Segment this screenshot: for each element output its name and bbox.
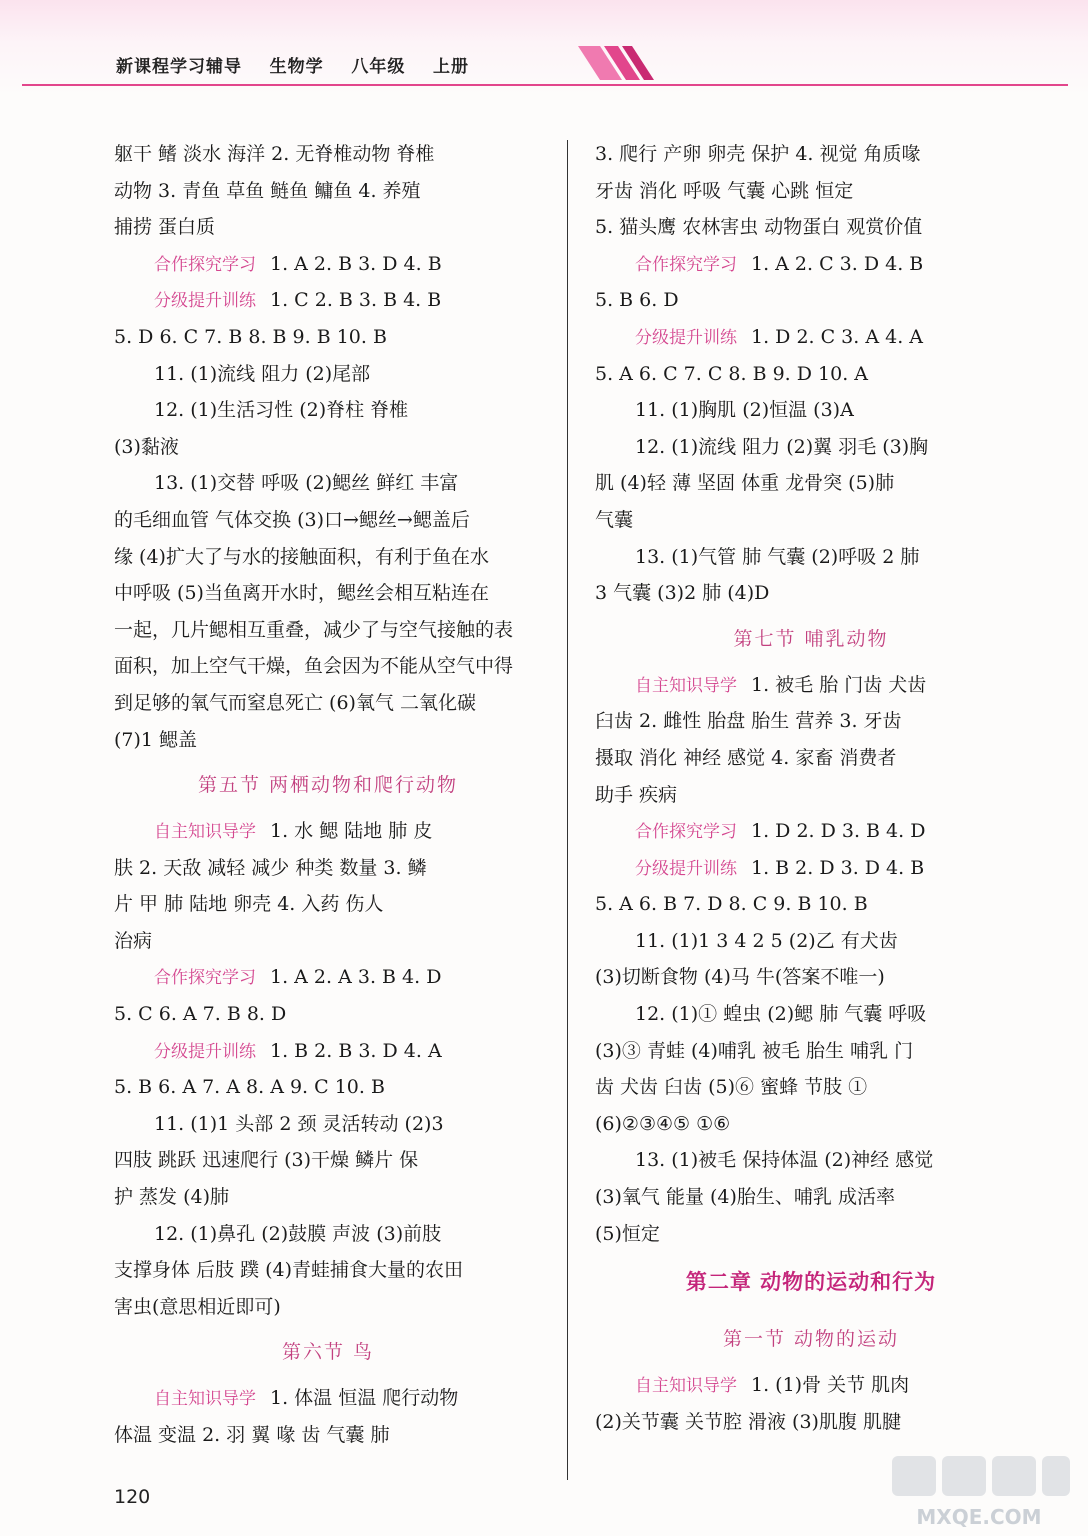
- right-column: [595, 136, 1027, 1440]
- exercise-label: 分级提升训练: [154, 1041, 256, 1062]
- section-heading: 第一节 动物的运动: [722, 1328, 900, 1351]
- section-heading: 第七节 哺乳动物: [733, 627, 889, 650]
- answer-text: 1. B 2. B 3. D 4. A: [270, 1039, 442, 1062]
- watermark-logo: [884, 1452, 1074, 1532]
- exercise-label: 自主知识导学: [154, 1389, 256, 1410]
- answer-text: 1. A 2. C 3. D 4. B: [751, 252, 924, 275]
- answer-line: 四肢 跳跃 迅速爬行 (3)干燥 鳞片 保: [114, 1149, 419, 1172]
- answer-line: (3)③ 青蛙 (4)哺乳 被毛 胎生 哺乳 门: [595, 1039, 914, 1062]
- exercise-label: 自主知识导学: [635, 675, 737, 696]
- answer-text: 1. A 2. A 3. B 4. D: [270, 966, 442, 989]
- answer-line: 12. (1)鼻孔 (2)鼓膜 声波 (3)前肢: [154, 1222, 442, 1245]
- left-column: [114, 136, 542, 1454]
- answer-line: 一起，几片鳃相互重叠，减少了与空气接触的表: [114, 618, 514, 641]
- exercise-label: 合作探究学习: [635, 822, 737, 843]
- answer-line: 12. (1)生活习性 (2)脊柱 脊椎: [154, 399, 409, 422]
- answer-line: (2)关节囊 关节腔 滑液 (3)肌腹 肌腱: [595, 1410, 901, 1433]
- exercise-label: 分级提升训练: [154, 291, 256, 312]
- answer-line: [595, 850, 1027, 887]
- answer-line: [595, 1367, 1027, 1404]
- answer-line: 肤 2. 天敌 减轻 减少 种类 数量 3. 鳞: [114, 856, 427, 879]
- answer-line: 11. (1)胸肌 (2)恒温 (3)A: [635, 399, 854, 422]
- exercise-label: 自主知识导学: [635, 1376, 737, 1397]
- answer-text: 1. 体温 恒温 爬行动物: [270, 1387, 459, 1410]
- answer-line: [114, 959, 542, 996]
- answer-line: 气囊: [595, 508, 634, 531]
- answer-line: 捕捞 蛋白质: [114, 216, 216, 239]
- exercise-label: 分级提升训练: [635, 327, 737, 348]
- answer-line: 3 气囊 (3)2 肺 (4)D: [595, 582, 770, 605]
- answer-line: 12. (1)流线 阻力 (2)翼 羽毛 (3)胸: [635, 435, 929, 458]
- answer-line: (7)1 鳃盖: [114, 728, 198, 751]
- answer-text: 1. C 2. B 3. B 4. B: [270, 289, 442, 312]
- answer-line: 5. B 6. A 7. A 8. A 9. C 10. B: [114, 1076, 385, 1099]
- answer-line: 中呼吸 (5)当鱼离开水时，鳃丝会相互粘连在: [114, 582, 489, 605]
- answer-line: 5. D 6. C 7. B 8. B 9. B 10. B: [114, 325, 387, 348]
- book-title: 新课程学习辅导 生物学 八年级 上册: [116, 57, 470, 77]
- answer-line: 5. B 6. D: [595, 289, 679, 312]
- answer-line: 5. 猫头鹰 农林害虫 动物蛋白 观赏价值: [595, 216, 923, 239]
- answer-text: 1. B 2. D 3. D 4. B: [751, 856, 925, 879]
- exercise-label: 分级提升训练: [635, 858, 737, 879]
- answer-line: (5)恒定: [595, 1222, 660, 1245]
- section-heading: 第六节 鸟: [281, 1341, 375, 1364]
- answer-text: 1. 被毛 胎 门齿 犬齿: [751, 673, 927, 696]
- answer-line: 助手 疾病: [595, 783, 678, 806]
- answer-line: [595, 246, 1027, 283]
- header-stripes-decoration: [578, 46, 658, 80]
- answer-line: [114, 813, 542, 850]
- answer-line: [114, 1033, 542, 1070]
- answer-line: 片 甲 肺 陆地 卵壳 4. 入药 伤人: [114, 893, 384, 916]
- chapter-heading: 第二章 动物的运动和行为: [685, 1270, 937, 1295]
- answer-line: (3)氧气 能量 (4)胎生、哺乳 成活率: [595, 1186, 895, 1209]
- answer-line: 13. (1)交替 呼吸 (2)鳃丝 鲜红 丰富: [154, 472, 459, 495]
- answer-line: 牙齿 消化 呼吸 气囊 心跳 恒定: [595, 179, 854, 202]
- answer-line: 躯干 鳍 淡水 海洋 2. 无脊椎动物 脊椎: [114, 143, 435, 165]
- answer-line: 的毛细血管 气体交换 (3)口→鳃丝→鳃盖后: [114, 508, 470, 531]
- answer-line: [595, 813, 1027, 850]
- answer-text: 1. 水 鳃 陆地 肺 皮: [270, 820, 433, 843]
- answer-text: 1. A 2. B 3. D 4. B: [270, 252, 442, 275]
- answer-line: [595, 319, 1027, 356]
- answer-line: 体温 变温 2. 羽 翼 喙 齿 气囊 肺: [114, 1424, 390, 1446]
- answer-line: 3. 爬行 产卵 卵壳 保护 4. 视觉 角质喙: [595, 143, 921, 165]
- answer-line: [114, 1380, 542, 1417]
- answer-line: 到足够的氧气而窒息死亡 (6)氧气 二氧化碳: [114, 691, 476, 714]
- answer-line: 缘 (4)扩大了与水的接触面积，有利于鱼在水: [114, 545, 489, 568]
- answer-line: 5. A 6. B 7. D 8. C 9. B 10. B: [595, 893, 868, 916]
- answer-line: [595, 667, 1027, 704]
- answer-line: 护 蒸发 (4)肺: [114, 1186, 229, 1209]
- answer-line: [114, 246, 542, 283]
- answer-line: (6)②③④⑤ ①⑥: [595, 1112, 731, 1135]
- answer-text: 1. D 2. C 3. A 4. A: [751, 325, 924, 348]
- exercise-label: 自主知识导学: [154, 822, 256, 843]
- exercise-label: 合作探究学习: [154, 968, 256, 989]
- watermark-text: MXQE.COM: [916, 1505, 1042, 1529]
- answer-line: 13. (1)被毛 保持体温 (2)神经 感觉: [635, 1149, 934, 1172]
- answer-text: 1. (1)骨 关节 肌肉: [751, 1374, 910, 1397]
- answer-line: 齿 犬齿 臼齿 (5)⑥ 蜜蜂 节肢 ①: [595, 1076, 868, 1099]
- page-header: [0, 0, 1088, 96]
- exercise-label: 合作探究学习: [635, 254, 737, 275]
- answer-line: 11. (1)1 头部 2 颈 灵活转动 (2)3: [154, 1112, 444, 1135]
- answer-line: 11. (1)1 3 4 2 5 (2)乙 有犬齿: [635, 929, 898, 952]
- exercise-label: 合作探究学习: [154, 254, 256, 275]
- answer-line: 支撑身体 后肢 蹼 (4)青蛙捕食大量的农田: [114, 1259, 464, 1282]
- answer-text: 1. D 2. D 3. B 4. D: [751, 820, 926, 843]
- answer-line: 肌 (4)轻 薄 坚固 体重 龙骨突 (5)肺: [595, 472, 895, 495]
- page-number: 120: [114, 1486, 151, 1508]
- answer-line: (3)黏液: [114, 435, 179, 458]
- answer-line: 12. (1)① 蝗虫 (2)鳃 肺 气囊 呼吸: [635, 1003, 927, 1026]
- answer-line: 臼齿 2. 雌性 胎盘 胎生 营养 3. 牙齿: [595, 710, 902, 733]
- answer-line: [114, 282, 542, 319]
- answer-line: 13. (1)气管 肺 气囊 (2)呼吸 2 肺: [635, 545, 920, 568]
- answer-line: 害虫(意思相近即可): [114, 1295, 281, 1318]
- answer-line: 治病: [114, 929, 153, 952]
- answer-line: 面积，加上空气干燥，鱼会因为不能从空气中得: [114, 655, 514, 678]
- column-divider: [567, 140, 568, 1480]
- answer-line: (3)切断食物 (4)马 牛(答案不唯一): [595, 966, 885, 989]
- answer-line: 动物 3. 青鱼 草鱼 鲢鱼 鳙鱼 4. 养殖: [114, 179, 421, 202]
- answer-line: 5. A 6. C 7. C 8. B 9. D 10. A: [595, 362, 869, 385]
- section-heading: 第五节 两栖动物和爬行动物: [197, 774, 459, 797]
- header-rule: [22, 84, 1068, 86]
- answer-line: 摄取 消化 神经 感觉 4. 家畜 消费者: [595, 746, 897, 769]
- answer-line: 11. (1)流线 阻力 (2)尾部: [154, 362, 371, 385]
- answer-line: 5. C 6. A 7. B 8. D: [114, 1003, 287, 1026]
